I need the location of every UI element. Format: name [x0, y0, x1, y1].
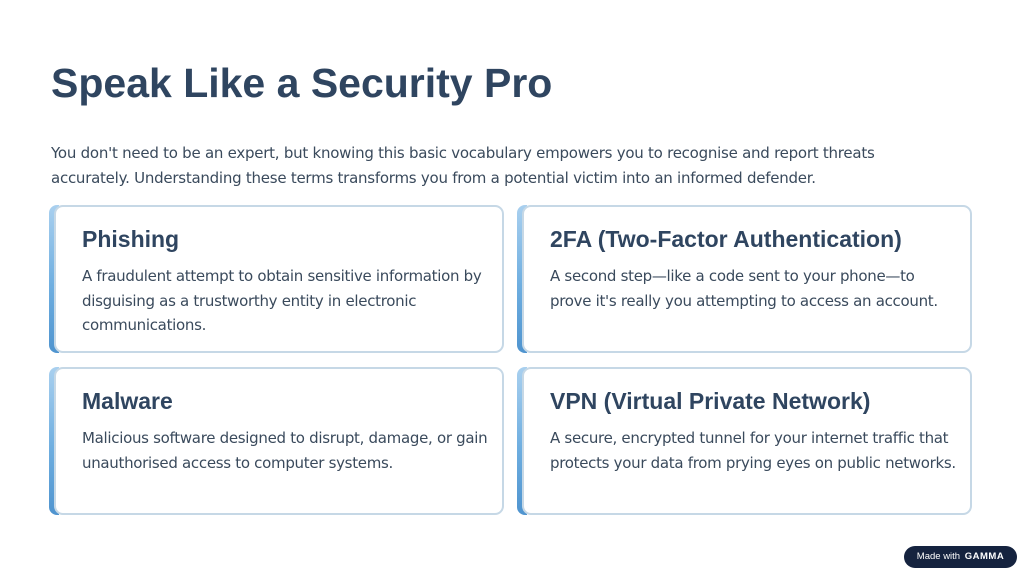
card-title: VPN (Virtual Private Network) [550, 388, 871, 414]
card-title: Malware [82, 388, 173, 414]
intro-paragraph: You don't need to be an expert, but knowing this basic vocabulary empowers you to recognise and report threats accurately. Understanding these terms transforms you from a potential victim into an informed defender. [51, 144, 875, 187]
gamma-logo: GAMMA [964, 551, 1005, 562]
card-panel [522, 367, 972, 515]
card-description: A secure, encrypted tunnel for your internet traffic that protects your data from prying eyes on public networks. [550, 429, 956, 472]
made-with-gamma-badge[interactable] [904, 546, 1017, 568]
term-card-malware [49, 367, 504, 515]
card-panel [522, 205, 972, 353]
term-card-phishing [49, 205, 504, 353]
page-title: Speak Like a Security Pro [51, 60, 553, 106]
card-title: Phishing [82, 226, 180, 252]
term-card-2fa [517, 205, 972, 353]
card-panel [54, 367, 504, 515]
card-description: Malicious software designed to disrupt, damage, or gain unauthorised access to computer systems. [82, 429, 488, 472]
card-description: A fraudulent attempt to obtain sensitive information by disguising as a trustworthy entity in electronic communications. [82, 267, 482, 334]
term-card-vpn [517, 367, 972, 515]
badge-prefix: Made with [916, 551, 961, 562]
card-panel [54, 205, 504, 353]
card-title: 2FA (Two-Factor Authentication) [550, 226, 902, 252]
card-description: A second step—like a code sent to your phone—to prove it's really you attempting to access an account. [550, 267, 938, 310]
